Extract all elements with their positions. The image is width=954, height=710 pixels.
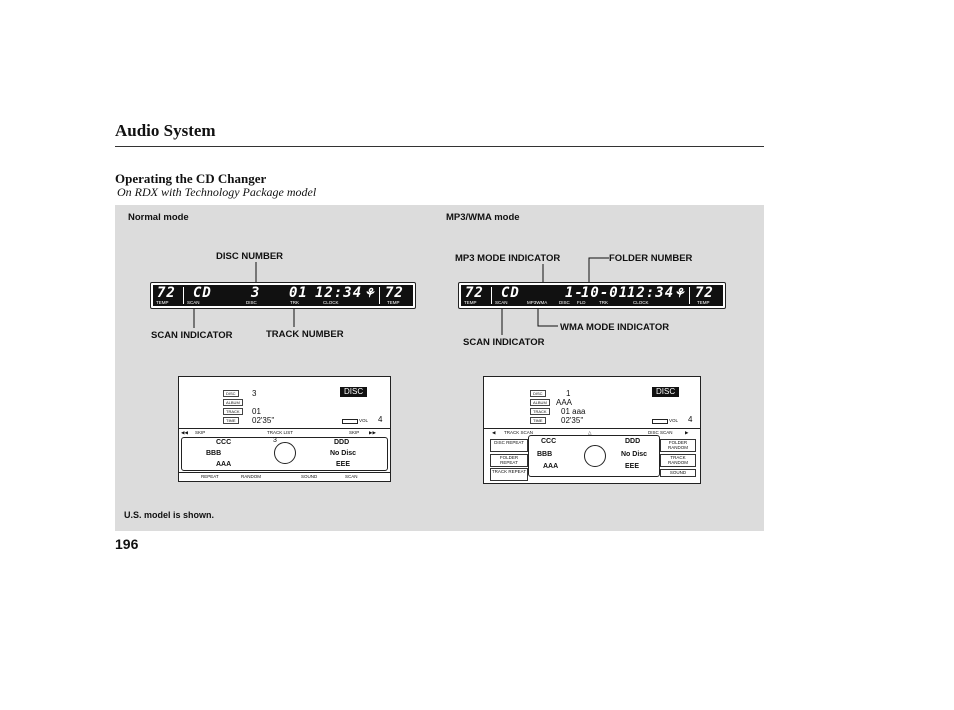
time-value: 02'35'' bbox=[561, 416, 584, 425]
folder-repeat-button[interactable]: FOLDER REPEAT bbox=[490, 454, 528, 467]
row-label-time: TIME bbox=[223, 417, 239, 424]
track-number-callout: TRACK NUMBER bbox=[266, 329, 344, 340]
track-value: 01 bbox=[252, 407, 261, 416]
lcd-track: 01 bbox=[289, 285, 308, 301]
vol-label: VOL bbox=[359, 418, 369, 423]
top-bar: ◀ TRACK SCAN △ DISC SCAN ▶ bbox=[484, 428, 700, 436]
sound-button[interactable]: SOUND bbox=[301, 474, 318, 479]
lcd-clock: 12:34 bbox=[315, 285, 363, 301]
disc-scan-button[interactable]: DISC SCAN bbox=[648, 430, 673, 435]
vol-value: 4 bbox=[378, 415, 383, 424]
disc-badge: DISC bbox=[340, 387, 367, 397]
volume-bar bbox=[342, 419, 358, 424]
sound-button[interactable]: SOUND bbox=[660, 469, 696, 477]
disc-number-callout: DISC NUMBER bbox=[216, 251, 284, 262]
selector-knob[interactable] bbox=[584, 445, 606, 467]
subheading: Operating the CD Changer bbox=[115, 171, 267, 186]
time-value: 02'35'' bbox=[252, 416, 275, 425]
mp3-audio-unit bbox=[483, 376, 701, 484]
row-label-time: TIME bbox=[530, 417, 546, 424]
disc-badge: DISC bbox=[652, 387, 679, 397]
disc-slot-2[interactable]: BBB bbox=[537, 451, 553, 458]
lcd-label-scan: SCAN bbox=[495, 300, 508, 305]
track-scan-button[interactable]: TRACK SCAN bbox=[504, 430, 534, 435]
lcd-temp-left: 72 bbox=[157, 285, 176, 301]
disc-slot-4[interactable]: DDD bbox=[334, 439, 350, 446]
skip-forward-button[interactable]: SKIP bbox=[349, 430, 360, 435]
mp3-indicator-callout: MP3 MODE INDICATOR bbox=[455, 253, 561, 264]
bottom-bar bbox=[179, 472, 390, 481]
disc-slot-5[interactable]: No Disc bbox=[330, 450, 357, 457]
fan-icon: ⚘ bbox=[675, 285, 685, 301]
lcd-label-scan: SCAN bbox=[187, 300, 200, 305]
section-title: Audio System bbox=[115, 121, 216, 140]
lcd-label-trk: TRK bbox=[290, 300, 299, 305]
lcd-label-temp: TEMP bbox=[464, 300, 477, 305]
normal-audio-unit bbox=[178, 376, 391, 482]
selector-knob[interactable] bbox=[274, 442, 296, 464]
lcd-label-disc: DISC bbox=[559, 300, 570, 305]
normal-lcd-display bbox=[150, 282, 416, 309]
disc-slot-3[interactable]: CCC bbox=[216, 439, 232, 446]
random-button[interactable]: RANDOM bbox=[241, 474, 261, 479]
normal-mode-title: Normal mode bbox=[128, 212, 189, 223]
lcd-label-clock: CLOCK bbox=[323, 300, 339, 305]
disc-slot-3[interactable]: CCC bbox=[541, 438, 557, 445]
lcd-mode: CD bbox=[501, 285, 520, 301]
track-repeat-button[interactable]: TRACK REPEAT bbox=[490, 468, 528, 481]
lcd-mode: CD bbox=[193, 285, 212, 301]
lcd-label-clock: CLOCK bbox=[633, 300, 649, 305]
lcd-label-fld: FLD bbox=[577, 300, 586, 305]
lcd-label-mp3wma: MP3WMA bbox=[527, 300, 548, 305]
mp3-scan-indicator-callout: SCAN INDICATOR bbox=[463, 337, 545, 348]
knob-label: 3 bbox=[273, 437, 277, 444]
skip-back-button[interactable]: SKIP bbox=[195, 430, 206, 435]
track-random-button[interactable]: TRACK RANDOM bbox=[660, 454, 696, 467]
disc-slot-2[interactable]: BBB bbox=[206, 450, 222, 457]
disc-value: 1 bbox=[566, 389, 571, 398]
row-label-track: TRACK bbox=[530, 408, 550, 415]
vol-label: VOL bbox=[669, 418, 679, 423]
lcd-label-temp: TEMP bbox=[156, 300, 169, 305]
page-number: 196 bbox=[115, 536, 139, 552]
wma-indicator-callout: WMA MODE INDICATOR bbox=[560, 322, 670, 333]
lcd-track: 10-01 bbox=[581, 285, 629, 301]
footnote: U.S. model is shown. bbox=[124, 510, 215, 520]
disc-slot-1[interactable]: AAA bbox=[543, 463, 559, 470]
mp3-mode-title: MP3/WMA mode bbox=[446, 212, 520, 223]
vol-value: 4 bbox=[688, 415, 693, 424]
lcd-folder: 1- bbox=[565, 285, 584, 301]
disc-keypad bbox=[528, 435, 660, 477]
row-label-track: TRACK bbox=[223, 408, 243, 415]
disc-slot-6[interactable]: EEE bbox=[625, 463, 640, 470]
lcd-temp-left: 72 bbox=[465, 285, 484, 301]
fan-icon: ⚘ bbox=[365, 285, 375, 301]
row-label-disc: DISC bbox=[530, 390, 546, 397]
folder-number-callout: FOLDER NUMBER bbox=[609, 253, 693, 264]
lcd-clock: 12:34 bbox=[627, 285, 675, 301]
mp3-lcd-display bbox=[458, 282, 726, 309]
repeat-button[interactable]: REPEAT bbox=[201, 474, 219, 479]
disc-repeat-button[interactable]: DISC REPEAT bbox=[490, 439, 528, 452]
lcd-label-temp-right: TEMP bbox=[697, 300, 710, 305]
lcd-label-disc: DISC bbox=[246, 300, 257, 305]
disc-slot-6[interactable]: EEE bbox=[336, 461, 351, 468]
disc-slot-1[interactable]: AAA bbox=[216, 461, 232, 468]
disc-keypad bbox=[181, 437, 388, 471]
track-list-button[interactable]: TRACK LIST bbox=[267, 430, 294, 435]
volume-bar bbox=[652, 419, 668, 424]
disc-value: 3 bbox=[252, 389, 257, 398]
model-note: On RDX with Technology Package model bbox=[117, 185, 317, 199]
lcd-label-temp-right: TEMP bbox=[387, 300, 400, 305]
top-bar: ◀◀ SKIP TRACK LIST SKIP ▶▶ bbox=[179, 428, 390, 436]
lcd-temp-right: 72 bbox=[695, 285, 714, 301]
lcd-disc: 3 bbox=[251, 285, 261, 301]
album-value: AAA bbox=[556, 398, 573, 407]
lcd-temp-right: 72 bbox=[385, 285, 404, 301]
row-label-disc: DISC bbox=[223, 390, 239, 397]
scan-indicator-callout: SCAN INDICATOR bbox=[151, 330, 233, 341]
disc-slot-4[interactable]: DDD bbox=[625, 438, 641, 445]
folder-random-button[interactable]: FOLDER RANDOM bbox=[660, 439, 696, 452]
scan-button[interactable]: SCAN bbox=[345, 474, 358, 479]
lcd-label-trk: TRK bbox=[599, 300, 608, 305]
row-label-album: ALBUM bbox=[223, 399, 243, 406]
track-value: 01 aaa bbox=[561, 407, 586, 416]
disc-slot-5[interactable]: No Disc bbox=[621, 451, 648, 458]
row-label-album: ALBUM bbox=[530, 399, 550, 406]
